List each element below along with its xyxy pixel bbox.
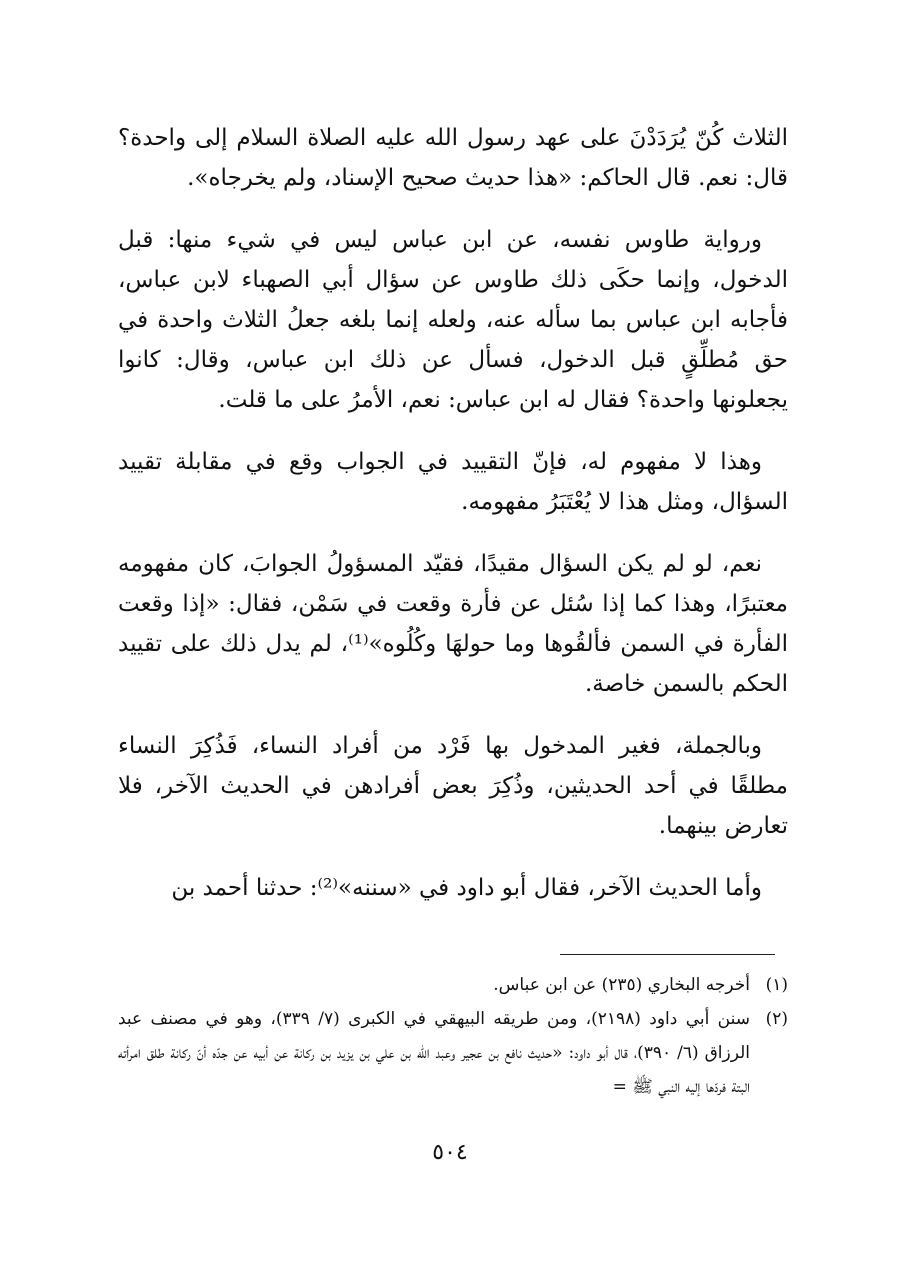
- page-number: ٥٠٤: [432, 1140, 468, 1165]
- footnote-text: أخرجه البخاري (٢٣٥) عن ابن عباس.: [493, 975, 750, 995]
- footnote-text: سنن أبي داود (٢١٩٨)، ومن طريقه البيهقي في الكبرى (٧/ ٣٣٩)، وهو في مصنف عبد الرزاق (٦/ ٣٩٠)، قال أبو داود: «حديث نافع بن عجير وعبد الله بن علي بن يزيد بن ركانة عن أبيه عن جدّه أنّ ركانة طلق امرأته البتة فردّها إليه النبي ﷺ =: [118, 1009, 750, 1097]
- footnote-2: [118, 1002, 788, 1104]
- paragraph-4: نعم، لو لم يكن السؤال مقيدًا، فقيّد المسؤولُ الجوابَ، كان مفهومه معتبرًا، وهذا كما إذا سُئل عن فأرة وقعت في سَمْن، فقال: «إذا وقعت الفأرة في السمن فألقُوها وما حولهَا وكُلُوه»⁽¹⁾، لم يدل ذلك على تقييد الحكم بالسمن خاصة.: [118, 551, 788, 697]
- paragraph-5: وبالجملة، فغير المدخول بها فَرْد من أفراد النساء، فَذُكِرَ النساء مطلقًا في أحد الحديثين، وذُكِرَ بعض أفرادهن في الحديث الآخر، فلا تعارض بينهما.: [118, 733, 788, 839]
- footnote-number: (١): [765, 975, 788, 995]
- paragraph-2: ورواية طاوس نفسه، عن ابن عباس ليس في شيء منها: قبل الدخول، وإنما حكَى ذلك طاوس عن سؤال أبي الصهباء لابن عباس، فأجابه ابن عباس بما سأله عنه، ولعله إنما بلغه جعلُ الثلاث واحدة في حق مُطلِّقٍ قبل الدخول، فسأل عن ذلك ابن عباس، وقال: كانوا يجعلونها واحدة؟ فقال له ابن عباس: نعم، الأمرُ على ما قلت.: [118, 227, 788, 413]
- paragraph-1: الثلاث كُنّ يُرَدَدْنَ على عهد رسول الله عليه الصلاة السلام إلى واحدة؟ قال: نعم. قال الحاكم: «هذا حديث صحيح الإسناد، ولم يخرجاه».: [118, 125, 788, 191]
- footnotes: [118, 968, 788, 1104]
- footnote-number: (٢): [765, 1009, 788, 1029]
- paragraph-3: وهذا لا مفهوم له، فإنّ التقييد في الجواب وقع في مقابلة تقييد السؤال، ومثل هذا لا يُعْتَبَرُ مفهومه.: [118, 449, 788, 515]
- main-text: [118, 118, 788, 930]
- footnote-separator: [560, 954, 775, 955]
- footnote-1: [118, 968, 788, 1002]
- paragraph-6: وأما الحديث الآخر، فقال أبو داود في «سننه»⁽²⁾: حدثنا أحمد بن: [171, 875, 762, 901]
